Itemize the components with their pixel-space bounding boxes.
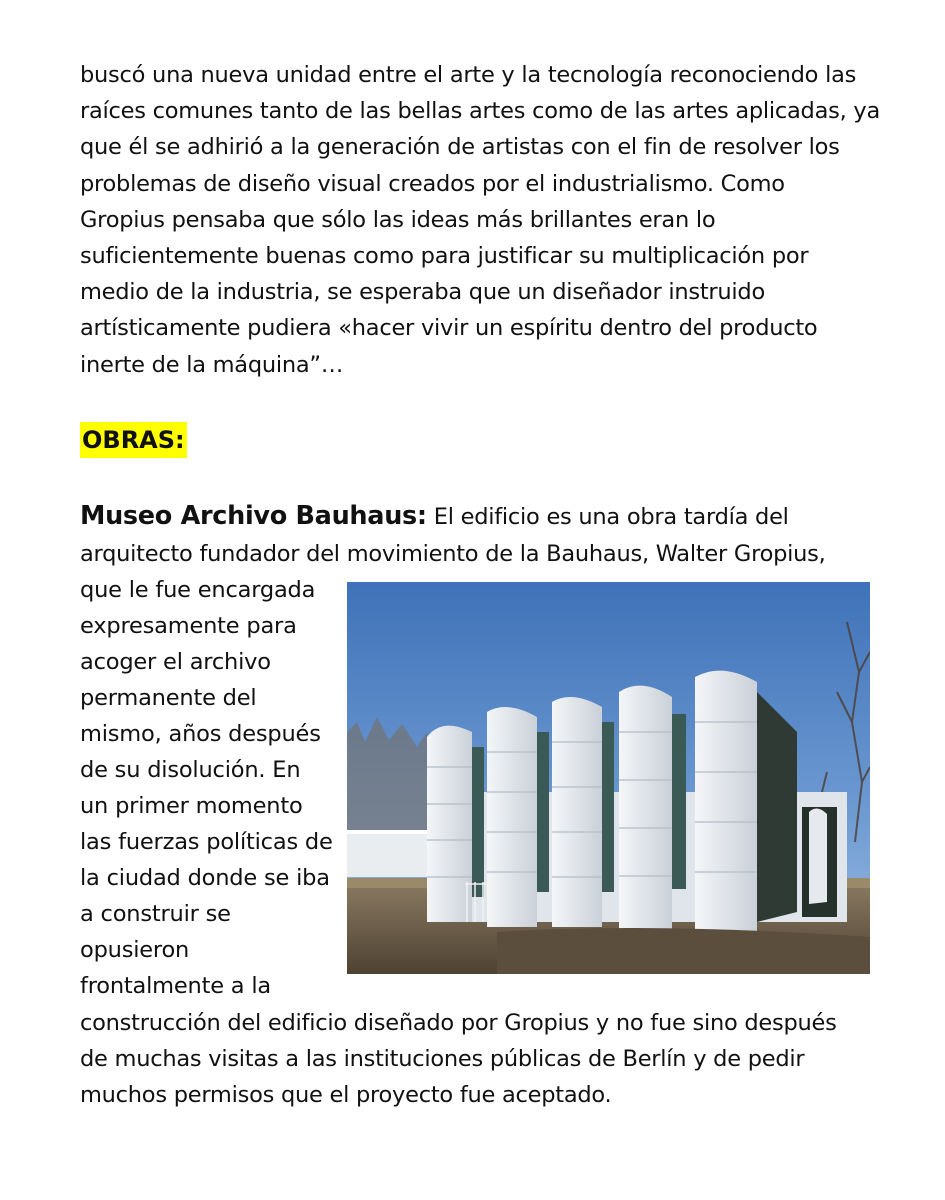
wrapped-line: acoger el archivo — [80, 649, 271, 675]
wrapped-line: que le fue encargada — [80, 577, 316, 603]
intro-line: problemas de diseño visual creados por el industrialismo. Como — [80, 171, 785, 197]
closing-line: construcción del edificio diseñado por Gropius y no fue sino después — [80, 1010, 837, 1036]
wrapped-line: permanente del — [80, 685, 257, 711]
intro-line: artísticamente pudiera «hacer vivir un espíritu dentro del producto — [80, 315, 818, 341]
closing-line: muchos permisos que el proyecto fue aceptado. — [80, 1082, 612, 1108]
intro-line: buscó una nueva unidad entre el arte y la tecnología reconociendo las — [80, 62, 857, 88]
wrapped-line: las fuerzas políticas de — [80, 829, 333, 855]
wrapped-line: un primer momento — [80, 793, 303, 819]
wrapped-line: a construir se — [80, 901, 231, 927]
intro-line: Gropius pensaba que sólo las ideas más brillantes eran lo — [80, 207, 716, 233]
item-line: arquitecto fundador del movimiento de la Bauhaus, Walter Gropius, — [80, 541, 826, 567]
item-title: Museo Archivo Bauhaus: — [80, 501, 427, 531]
building-photo — [347, 582, 870, 974]
wrapped-line: opusieron — [80, 937, 190, 963]
intro-line: raíces comunes tanto de las bellas artes como de las artes aplicadas, ya — [80, 98, 881, 124]
intro-line: suficientemente buenas como para justificar su multiplicación por — [80, 243, 809, 269]
item-title-tail: El edificio es una obra tardía del — [426, 504, 789, 530]
intro-line: que él se adhirió a la generación de artistas con el fin de resolver los — [80, 134, 840, 160]
wrapped-line: frontalmente a la — [80, 973, 271, 999]
wrapped-line: de su disolución. En — [80, 757, 301, 783]
section-heading-obras: OBRAS: — [80, 422, 187, 458]
wrapped-line: la ciudad donde se iba — [80, 865, 330, 891]
intro-line: inerte de la máquina”… — [80, 352, 344, 378]
closing-line: de muchas visitas a las instituciones públicas de Berlín y de pedir — [80, 1046, 805, 1072]
intro-line: medio de la industria, se esperaba que un diseñador instruido — [80, 279, 765, 305]
wrapped-line: mismo, años después — [80, 721, 321, 747]
item-first-line — [80, 498, 789, 535]
wrapped-line: expresamente para — [80, 613, 297, 639]
